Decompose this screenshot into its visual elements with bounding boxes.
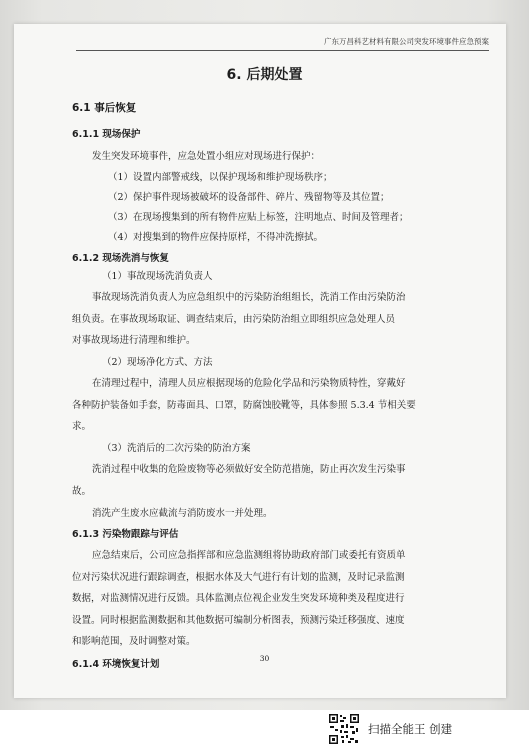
chapter-title: 6. 后期处置 bbox=[226, 67, 303, 83]
text-line: 组负责。在事故现场取证、调查结束后，由污染防治组立即组织应急处理人员 bbox=[72, 314, 396, 325]
text-line: 应急结束后，公司应急指挥部和应急监测组将协助政府部门或委托有资质单 bbox=[92, 550, 406, 561]
text-line: 各种防护装备如手套，防毒面具、口罩，防腐蚀胶靴等，具体参照 5.3.4 节相关要 bbox=[72, 400, 416, 411]
text-line: 设置。同时根据监测数据和其他数据可编制分析图表，预测污染迁移强度、速度 bbox=[72, 615, 405, 626]
section-heading: 6.1.2 现场洗消与恢复 bbox=[72, 253, 169, 264]
text-line: 在清理过程中，清理人员应根据现场的危险化学品和污染物质特性，穿戴好 bbox=[92, 378, 406, 389]
text-line: 对事故现场进行清理和维护。 bbox=[72, 335, 196, 346]
text-line: （1）事故现场洗消负责人 bbox=[102, 271, 213, 282]
text-line: （3）在现场搜集到的所有物件应贴上标签，注明地点、时间及管理者； bbox=[108, 212, 409, 223]
section-heading: 6.1.1 现场保护 bbox=[72, 129, 141, 140]
text-line: （2）现场净化方式、方法 bbox=[102, 357, 213, 368]
text-line: 故。 bbox=[72, 486, 92, 497]
section-heading: 6.1 事后恢复 bbox=[72, 102, 137, 114]
text-line: 洗消过程中收集的危险废物等必须做好安全防范措施，防止再次发生污染事 bbox=[92, 464, 406, 475]
text-line: 求。 bbox=[72, 421, 92, 432]
text-line: （1）设置内部警戒线，以保护现场和维护现场秩序； bbox=[108, 172, 333, 183]
text-line: 位对污染状况进行跟踪调查，根据水体及大气进行有计划的监测，及时记录监测 bbox=[72, 572, 405, 583]
header-rule bbox=[76, 50, 489, 51]
running-header: 广东万昌科艺材料有限公司突发环境事件应急预案 bbox=[324, 37, 489, 46]
text-line: 事故现场洗消负责人为应急组织中的污染防治组组长，洗消工作由污染防治 bbox=[92, 292, 406, 303]
text-line: （4）对搜集到的物件应保持原样，不得冲洗擦拭。 bbox=[108, 232, 324, 243]
text-line: （3）洗消后的二次污染的防治方案 bbox=[102, 443, 251, 454]
text-line: 数据，对监测情况进行反馈。具体监测点位视企业发生突发环境种类及程度进行 bbox=[72, 593, 405, 604]
text-line: 消洗产生废水应截流与消防废水一并处理。 bbox=[92, 508, 273, 519]
section-heading: 6.1.3 污染物跟踪与评估 bbox=[72, 529, 179, 540]
text-line: 发生突发环境事件，应急处置小组应对现场进行保护： bbox=[92, 151, 321, 162]
qr-code-icon bbox=[328, 713, 360, 745]
section-heading: 6.1.4 环境恢复计划 bbox=[72, 659, 160, 670]
page-number: 30 bbox=[259, 654, 270, 663]
text-line: （2）保护事件现场被破坏的设备部件、碎片、残留物等及其位置； bbox=[108, 192, 390, 203]
text-line: 和影响范围，及时调整对策。 bbox=[72, 636, 196, 647]
scanner-watermark: 扫描全能王 创建 bbox=[368, 722, 453, 736]
